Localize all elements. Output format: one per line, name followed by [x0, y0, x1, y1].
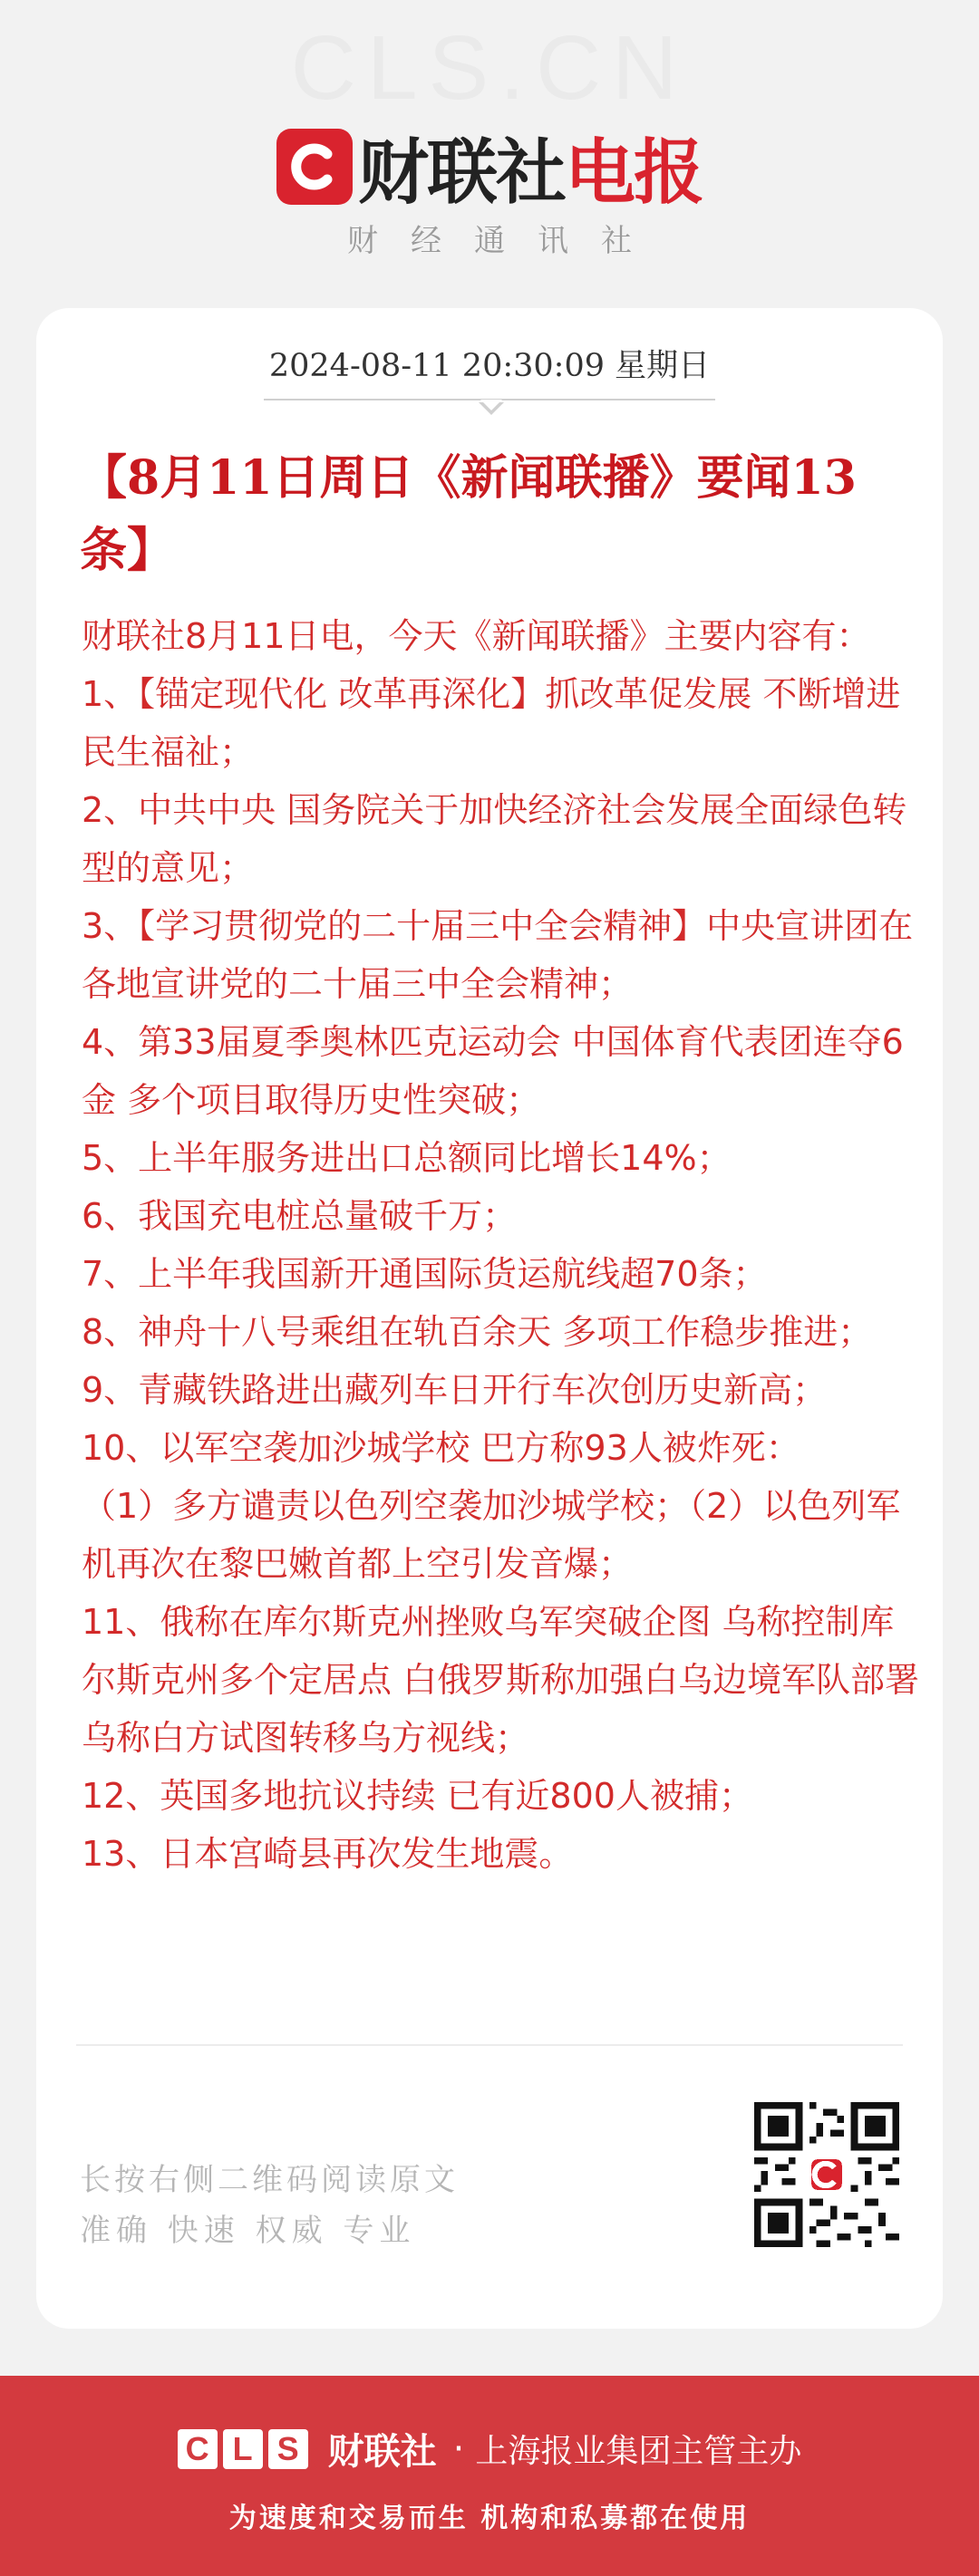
paragraph: 1、【锚定现代化 改革再深化】抓改革促发展 不断增进民生福祉；	[82, 674, 901, 772]
paragraph: 6、我国充电桩总量破千万；	[82, 1196, 518, 1236]
watermark: CLS.CN	[290, 17, 689, 119]
brand-logo	[0, 116, 979, 217]
paragraph: 8、神舟十八号乘组在轨百余天 多项工作稳步推进；	[82, 1312, 873, 1352]
qr-code-icon[interactable]	[754, 2102, 899, 2247]
article-card	[36, 308, 943, 2329]
footer-org: 上海报业集团主管主办	[475, 2433, 802, 2470]
paragraph: 财联社8月11日电，今天《新闻联播》主要内容有：	[82, 616, 871, 656]
paragraph: 4、第33届夏季奥林匹克运动会 中国体育代表团连夺6金 多个项目取得历史性突破；	[82, 1022, 904, 1120]
paragraph: 12、英国多地抗议持续 已有近800人被捕；	[82, 1776, 753, 1816]
paragraph: 2、中共中央 国务院关于加快经济社会发展全面绿色转型的意见；	[82, 790, 907, 888]
paragraph: （1）多方谴责以色列空袭加沙城学校；（2）以色列军机再次在黎巴嫩首都上空引发音爆；	[82, 1486, 901, 1584]
footer-separator: ·	[452, 2427, 465, 2470]
brand-telegraph: 电报	[565, 132, 703, 214]
c-logo-icon	[276, 129, 353, 205]
article-body	[82, 607, 925, 1883]
paragraph: 9、青藏铁路进出藏列车日开行车次创历史新高；	[82, 1370, 828, 1410]
qr-hint: 长按右侧二维码阅读原文	[80, 2162, 459, 2198]
brand-slogan: 财经通讯社	[347, 223, 664, 259]
cls-logo: C L S	[178, 2429, 314, 2469]
footer-banner	[0, 2376, 979, 2576]
footer-brand: 财联社	[327, 2431, 437, 2473]
paragraph: 5、上半年服务进出口总额同比增长14%；	[82, 1138, 732, 1178]
paragraph: 3、【学习贯彻党的二十届三中全会精神】中央宣讲团在各地宣讲党的二十届三中全会精神；	[82, 906, 914, 1004]
paragraph: 13、日本宫崎县再次发生地震。	[82, 1834, 574, 1874]
paragraph: 11、俄称在库尔斯克州挫败乌军突破企图 乌称控制库尔斯克州多个定居点 白俄罗斯称加强白乌边境军队部署 乌称白方试图转移乌方视线；	[82, 1602, 920, 1758]
article-title: 【8月11日周日《新闻联播》要闻13条】	[80, 450, 857, 578]
qr-tagline: 准确 快速 权威 专业	[80, 2213, 416, 2249]
divider	[76, 2044, 903, 2046]
brand-name: 财联社	[357, 132, 565, 214]
paragraph: 10、以军空袭加沙城学校 巴方称93人被炸死：	[82, 1428, 800, 1468]
article-datetime: 2024-08-11 20:30:09 星期日	[264, 341, 715, 400]
paragraph: 7、上半年我国新开通国际货运航线超70条；	[82, 1254, 768, 1294]
footer-tagline: 为速度和交易而生 机构和私募都在使用	[228, 2503, 751, 2534]
